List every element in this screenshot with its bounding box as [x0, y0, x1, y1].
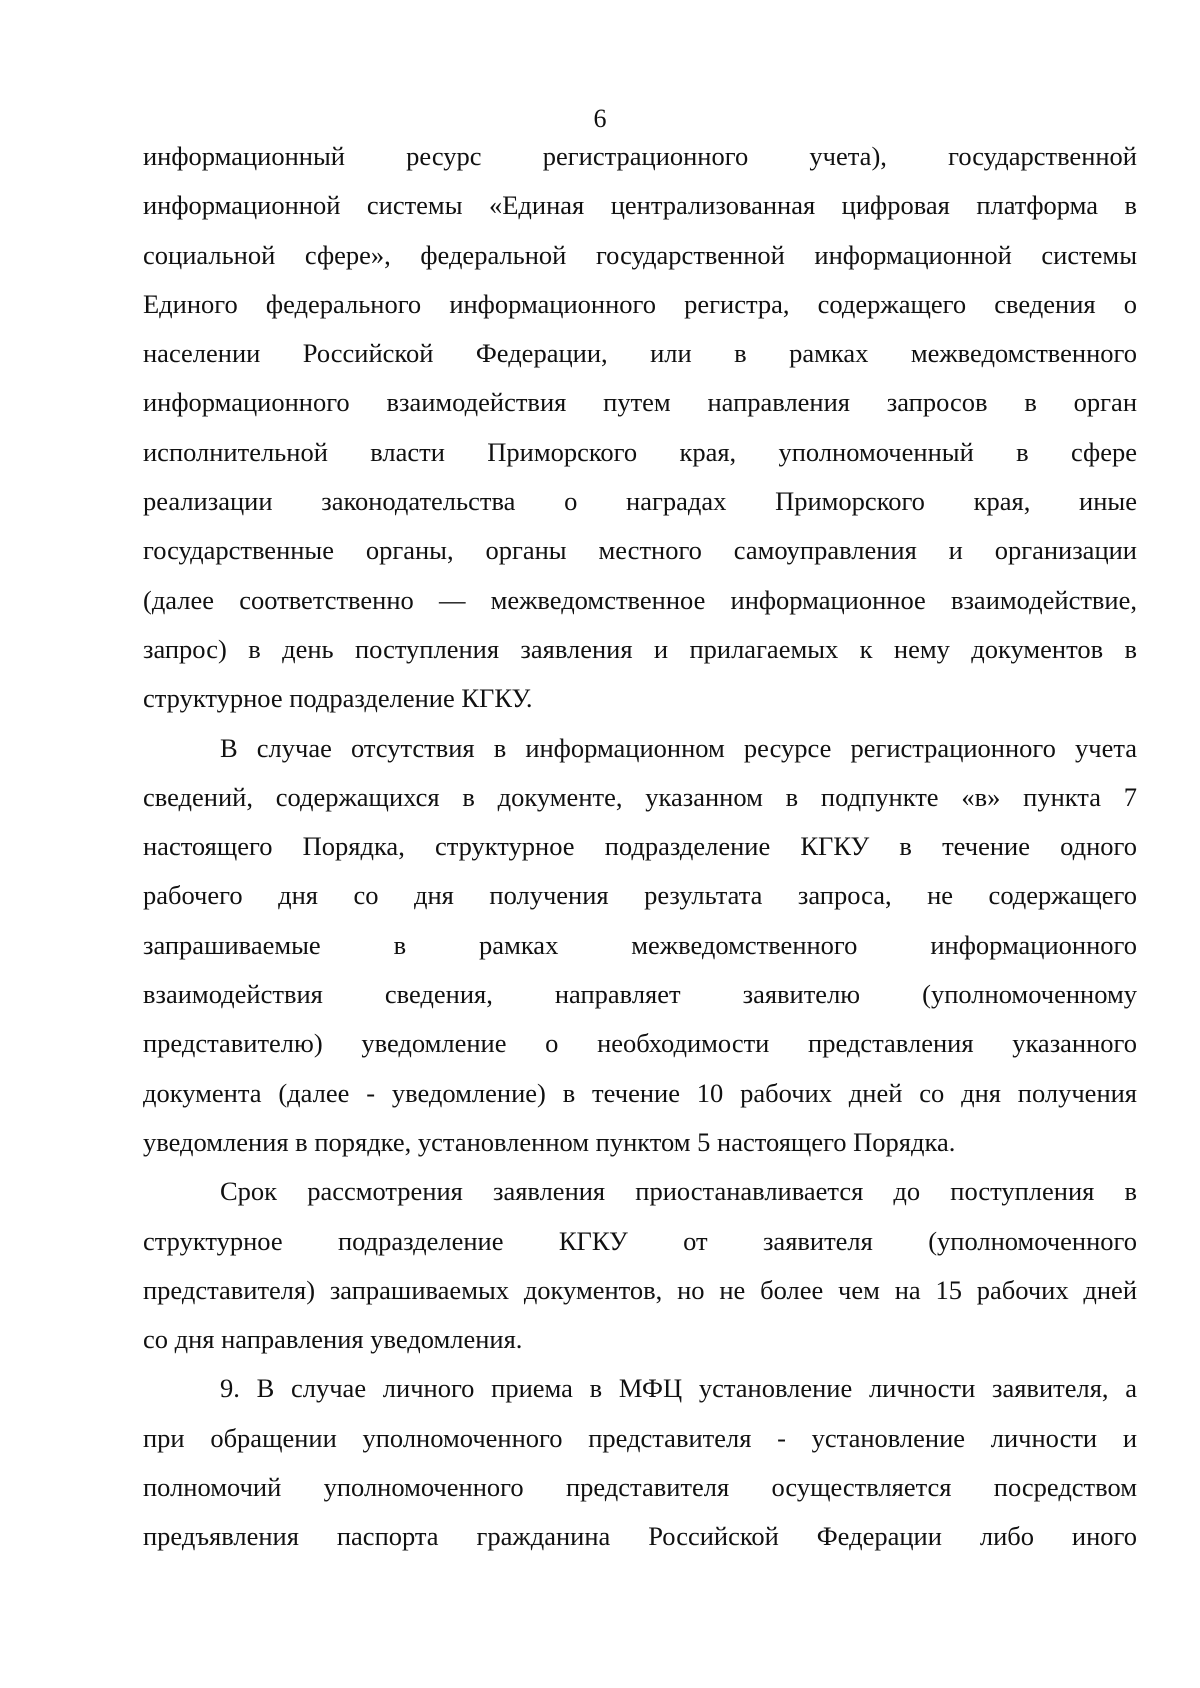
text-line: настоящего Порядка, структурное подразделение КГКУ в течение одного	[143, 831, 1137, 862]
text-line: документа (далее - уведомление) в течение 10 рабочих дней со дня получения	[143, 1077, 1137, 1108]
text-line: Единого федерального информационного регистра, содержащего сведения о	[143, 288, 1137, 319]
text-line: В случае отсутствия в информационном ресурсе регистрационного учета	[220, 732, 1137, 763]
text-line: Срок рассмотрения заявления приостанавливается до поступления в	[220, 1176, 1137, 1207]
page-number: 6	[593, 104, 607, 133]
text-line: реализации законодательства о наградах Приморского края, иные	[143, 486, 1137, 517]
text-line: информационного взаимодействия путем направления запросов в орган	[143, 387, 1137, 418]
text-line: 9. В случае личного приема в МФЦ установление личности заявителя, а	[220, 1373, 1137, 1404]
text-line: (далее соответственно — межведомственное информационное взаимодействие,	[143, 584, 1137, 615]
text-line: представителя) запрашиваемых документов, но не более чем на 15 рабочих дней	[143, 1274, 1137, 1305]
text-line: информационный ресурс регистрационного учета), государственной	[143, 141, 1137, 171]
text-line: сведений, содержащихся в документе, указанном в подпункте «в» пункта 7	[143, 781, 1137, 812]
text-line: уведомления в порядке, установленном пунктом 5 настоящего Порядка.	[143, 1126, 956, 1157]
text-line: населении Российской Федерации, или в рамках межведомственного	[143, 338, 1137, 369]
text-line: запрашиваемые в рамках межведомственного информационного	[143, 929, 1137, 960]
text-line: структурное подразделение КГКУ.	[143, 683, 533, 714]
text-line: исполнительной власти Приморского края, уполномоченный в сфере	[143, 436, 1137, 467]
text-line: социальной сфере», федеральной государственной информационной системы	[143, 239, 1137, 270]
body-text	[143, 132, 1137, 1562]
text-line: государственные органы, органы местного самоуправления и организации	[143, 535, 1137, 566]
text-line: предъявления паспорта гражданина Российской Федерации либо иного	[143, 1521, 1137, 1552]
text-line: запрос) в день поступления заявления и прилагаемых к нему документов в	[143, 633, 1137, 664]
text-line: взаимодействия сведения, направляет заявителю (уполномоченному	[143, 979, 1137, 1010]
text-line: рабочего дня со дня получения результата запроса, не содержащего	[143, 880, 1137, 911]
text-line: представителю) уведомление о необходимости представления указанного	[143, 1028, 1137, 1059]
text-line: со дня направления уведомления.	[143, 1324, 523, 1355]
text-line: при обращении уполномоченного представителя - установление личности и	[143, 1422, 1137, 1453]
text-line: полномочий уполномоченного представителя осуществляется посредством	[143, 1472, 1137, 1503]
text-line: структурное подразделение КГКУ от заявителя (уполномоченного	[143, 1225, 1137, 1256]
text-line: информационной системы «Единая централизованная цифровая платформа в	[143, 190, 1137, 221]
